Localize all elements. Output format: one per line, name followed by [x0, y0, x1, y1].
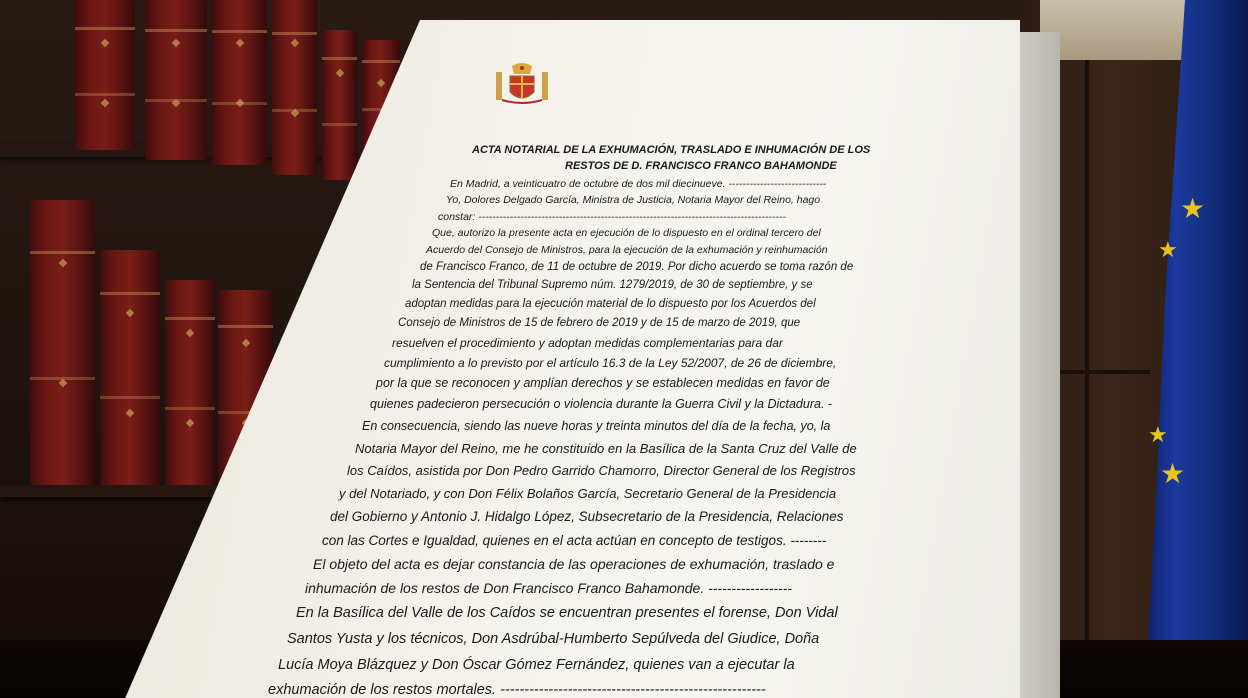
document-line: por la que se reconocen y amplían derechos y se establecen medidas en favor de — [376, 376, 830, 390]
document-line: Consejo de Ministros de 15 de febrero de 2019 y de 15 de marzo de 2019, que — [398, 317, 801, 329]
book-spine — [165, 280, 215, 485]
book-spine — [30, 200, 95, 485]
book-spine — [272, 0, 317, 175]
flag-star-icon: ★ — [1148, 423, 1168, 448]
document-line: En consecuencia, siendo las nueve horas y treinta minutos del día de la fecha, yo, la — [362, 419, 831, 433]
book-spine — [100, 250, 160, 485]
document-line: Yo, Dolores Delgado García, Ministra de Justicia, Notaria Mayor del Reino, hago — [446, 194, 821, 206]
document-line: y del Notariado, y con Don Félix Bolaños García, Secretario General de la Presidencia — [339, 486, 837, 501]
coat-of-arms-icon — [492, 62, 552, 104]
document-line: quienes padecieron persecución o violencia durante la Guerra Civil y la Dictadura. - — [370, 397, 833, 411]
document-line: En la Basílica del Valle de los Caídos se encuentran presentes el forense, Don Vidal — [296, 605, 838, 621]
document-line: del Gobierno y Antonio J. Hidalgo López, Subsecretario de la Presidencia, Relaciones — [330, 509, 844, 524]
document-line: resuelven el procedimiento y adoptan medidas complementarias para dar — [392, 336, 783, 350]
document-line: los Caídos, asistida por Don Pedro Garrido Chamorro, Director General de los Registros — [347, 463, 856, 478]
document-line: Notaria Mayor del Reino, me he constituido en la Basílica de la Santa Cruz del Valle de — [355, 441, 857, 456]
document-line: En Madrid, a veinticuatro de octubre de dos mil diecinueve. ---------------------------- — [450, 178, 827, 190]
document-line: exhumación de los restos mortales. ------------------------------------------------------- — [268, 682, 766, 698]
document-line: Santos Yusta y los técnicos, Don Asdrúbal-Humberto Sepúlveda del Giudice, Doña — [287, 631, 820, 647]
book-spine — [212, 0, 267, 165]
document-line: adoptan medidas para la ejecución material de lo dispuesto por los Acuerdos del — [405, 298, 816, 310]
panel-divider — [1085, 60, 1089, 660]
document-line: Acuerdo del Consejo de Ministros, para la ejecución de la exhumación y reinhumación — [426, 244, 828, 256]
document-line: cumplimiento a lo previsto por el artículo 16.3 de la Ley 52/2007, de 26 de diciembre, — [384, 356, 837, 370]
flag-star-icon: ★ — [1180, 192, 1206, 225]
document-line: con las Cortes e Igualdad, quienes en el acta actúan en concepto de testigos. -------- — [322, 533, 827, 548]
document-line: inhumación de los restos de Don Francisco Franco Bahamonde. ------------------ — [305, 580, 793, 596]
document-line: Que, autorizo la presente acta en ejecución de lo dispuesto en el ordinal tercero del — [432, 227, 821, 239]
document-line: la Sentencia del Tribunal Supremo núm. 1279/2019, de 30 de septiembre, y se — [412, 279, 813, 291]
flag-star-icon: ★ — [1158, 238, 1178, 263]
document-line: Lucía Moya Blázquez y Don Óscar Gómez Fernández, quienes van a ejecutar la — [278, 657, 795, 673]
flag-star-icon: ★ — [1160, 457, 1186, 490]
document-line: El objeto del acta es dejar constancia de las operaciones de exhumación, traslado e — [313, 556, 835, 572]
book-spine — [322, 30, 357, 180]
document-title-line-2: RESTOS DE D. FRANCISCO FRANCO BAHAMONDE — [565, 160, 837, 172]
document-line: constar: ---------------------------------------------------------------------------------------- — [438, 211, 786, 223]
book-spine — [75, 0, 135, 150]
document-line: de Francisco Franco, de 11 de octubre de 2019. Por dicho acuerdo se toma razón de — [420, 261, 854, 273]
document-title-line-1: ACTA NOTARIAL DE LA EXHUMACIÓN, TRASLADO E INHUMACIÓN DE LOS — [472, 144, 871, 156]
book-spine — [145, 0, 207, 160]
